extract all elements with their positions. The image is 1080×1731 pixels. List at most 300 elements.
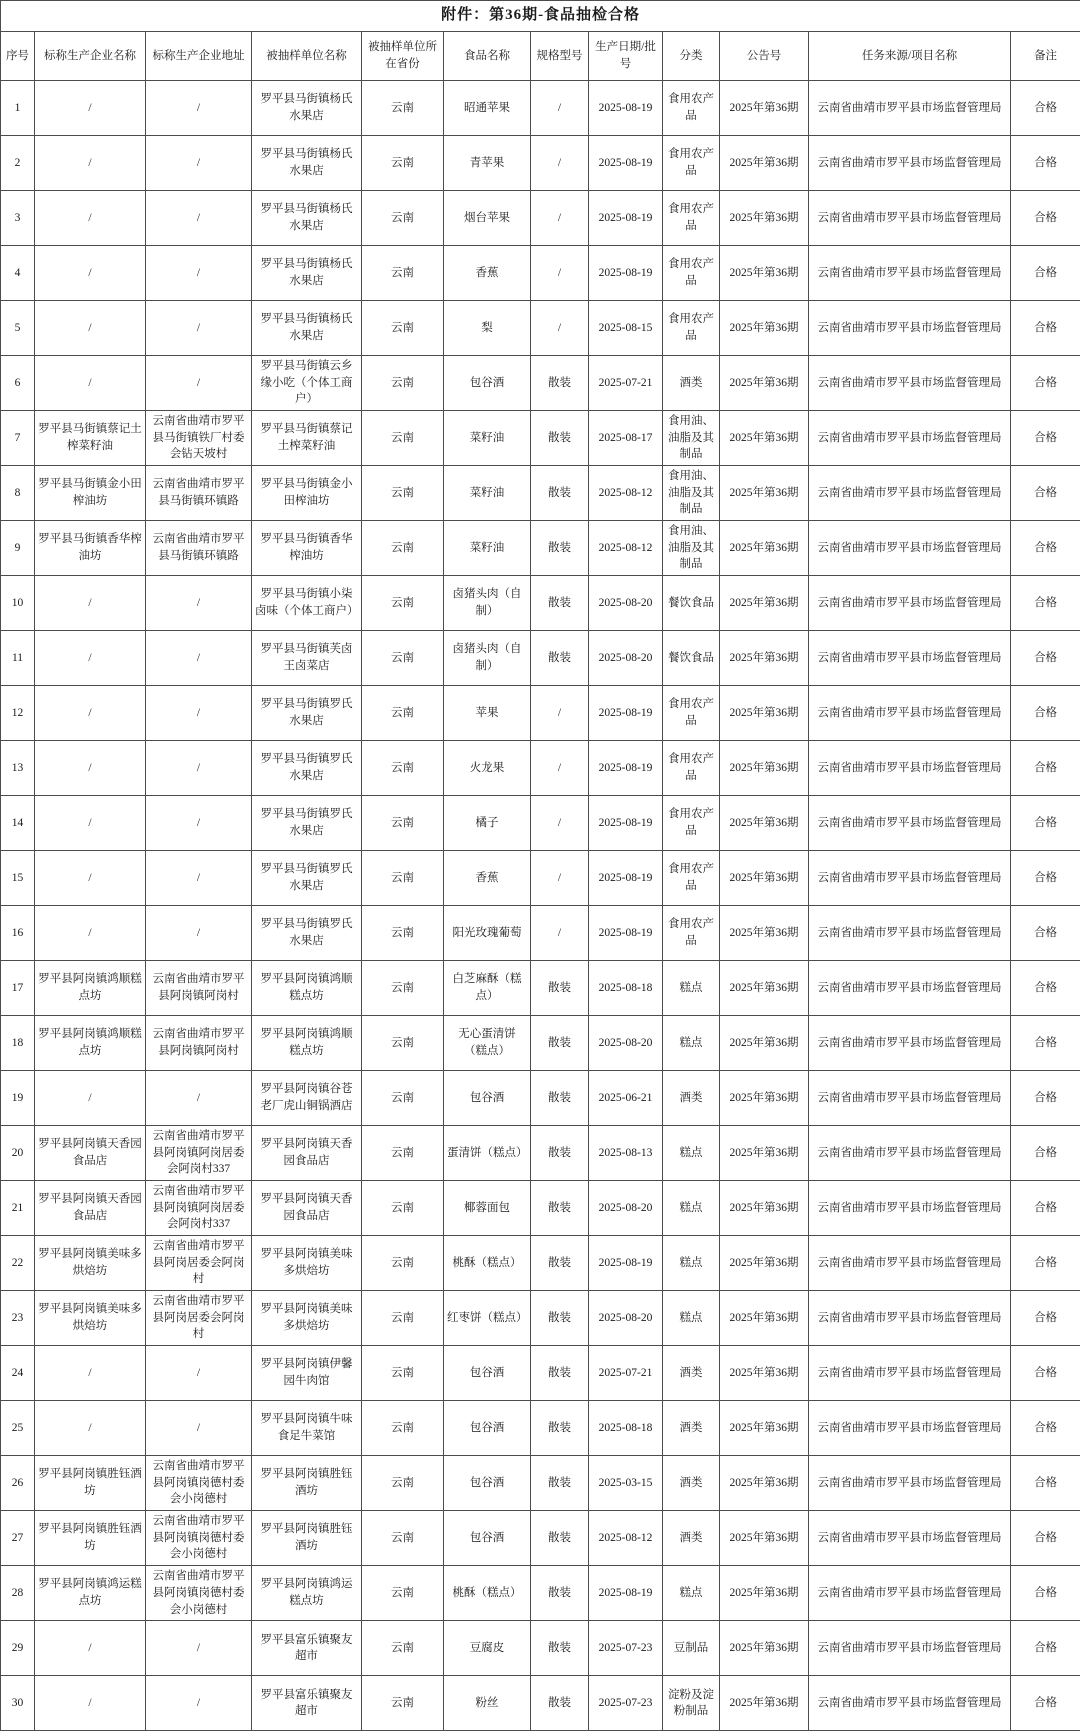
- cell-food-name: 昭通苹果: [444, 81, 531, 136]
- table-row: [1, 1566, 1080, 1621]
- cell-food-name: 桃酥（糕点）: [444, 1566, 531, 1621]
- table-row: [1, 686, 1080, 741]
- cell-category: 糕点: [663, 1291, 720, 1346]
- cell-seq: 10: [1, 576, 35, 631]
- cell-notice-number: 2025年第36期: [720, 1566, 809, 1621]
- cell-category: 食用农产品: [663, 741, 720, 796]
- table-row: [1, 796, 1080, 851]
- cell-food-name: 包谷酒: [444, 356, 531, 411]
- cell-category: 餐饮食品: [663, 631, 720, 686]
- table-row: [1, 246, 1080, 301]
- cell-producer-name: 罗平县马街镇蔡记土榨菜籽油: [35, 411, 146, 466]
- cell-category: 酒类: [663, 356, 720, 411]
- cell-seq: 15: [1, 851, 35, 906]
- cell-task-source: 云南省曲靖市罗平县市场监督管理局: [809, 1511, 1011, 1566]
- cell-task-source: 云南省曲靖市罗平县市场监督管理局: [809, 631, 1011, 686]
- cell-category: 糕点: [663, 1126, 720, 1181]
- cell-sampled-unit: 罗平县马街镇罗氏水果店: [252, 686, 362, 741]
- cell-sampled-unit: 罗平县阿岗镇谷苍老厂虎山铜锅酒店: [252, 1071, 362, 1126]
- cell-seq: 23: [1, 1291, 35, 1346]
- cell-spec: 散装: [531, 576, 589, 631]
- cell-seq: 7: [1, 411, 35, 466]
- cell-province: 云南: [362, 1621, 444, 1676]
- cell-spec: /: [531, 81, 589, 136]
- cell-spec: 散装: [531, 1676, 589, 1731]
- cell-spec: 散装: [531, 1621, 589, 1676]
- cell-sampled-unit: 罗平县富乐镇聚友超市: [252, 1676, 362, 1731]
- cell-remark: 合格: [1011, 1181, 1080, 1236]
- column-header-producer-address: 标称生产企业地址: [146, 32, 252, 81]
- cell-task-source: 云南省曲靖市罗平县市场监督管理局: [809, 851, 1011, 906]
- cell-category: 食用农产品: [663, 246, 720, 301]
- cell-remark: 合格: [1011, 1621, 1080, 1676]
- table-row: [1, 191, 1080, 246]
- cell-seq: 20: [1, 1126, 35, 1181]
- column-header-task-source: 任务来源/项目名称: [809, 32, 1011, 81]
- cell-producer-address: 云南省曲靖市罗平县阿岗居委会阿岗村: [146, 1236, 252, 1291]
- table-row: [1, 1456, 1080, 1511]
- cell-sampled-unit: 罗平县马街镇云乡缘小吃（个体工商户）: [252, 356, 362, 411]
- cell-notice-number: 2025年第36期: [720, 1236, 809, 1291]
- cell-task-source: 云南省曲靖市罗平县市场监督管理局: [809, 1181, 1011, 1236]
- table-row: [1, 1511, 1080, 1566]
- cell-task-source: 云南省曲靖市罗平县市场监督管理局: [809, 411, 1011, 466]
- cell-food-name: 火龙果: [444, 741, 531, 796]
- cell-spec: 散装: [531, 1236, 589, 1291]
- table-body: [1, 81, 1080, 1731]
- cell-sampled-unit: 罗平县阿岗镇鸿顺糕点坊: [252, 961, 362, 1016]
- cell-task-source: 云南省曲靖市罗平县市场监督管理局: [809, 906, 1011, 961]
- cell-producer-address: /: [146, 741, 252, 796]
- cell-sampled-unit: 罗平县马街镇香华榨油坊: [252, 521, 362, 576]
- cell-producer-address: /: [146, 1346, 252, 1401]
- cell-sampled-unit: 罗平县阿岗镇胜钰酒坊: [252, 1511, 362, 1566]
- cell-task-source: 云南省曲靖市罗平县市场监督管理局: [809, 521, 1011, 576]
- cell-remark: 合格: [1011, 851, 1080, 906]
- cell-remark: 合格: [1011, 576, 1080, 631]
- cell-food-name: 香蕉: [444, 246, 531, 301]
- cell-remark: 合格: [1011, 246, 1080, 301]
- cell-seq: 21: [1, 1181, 35, 1236]
- cell-food-name: 阳光玫瑰葡萄: [444, 906, 531, 961]
- cell-food-name: 无心蛋清饼（糕点）: [444, 1016, 531, 1071]
- cell-task-source: 云南省曲靖市罗平县市场监督管理局: [809, 136, 1011, 191]
- cell-food-name: 包谷酒: [444, 1511, 531, 1566]
- cell-producer-name: 罗平县阿岗镇胜钰酒坊: [35, 1511, 146, 1566]
- cell-province: 云南: [362, 686, 444, 741]
- cell-food-name: 包谷酒: [444, 1346, 531, 1401]
- cell-producer-address: 云南省曲靖市罗平县阿岗居委会阿岗村: [146, 1291, 252, 1346]
- cell-seq: 19: [1, 1071, 35, 1126]
- table-row: [1, 576, 1080, 631]
- cell-spec: 散装: [531, 1071, 589, 1126]
- cell-producer-name: /: [35, 81, 146, 136]
- cell-producer-name: 罗平县阿岗镇胜钰酒坊: [35, 1456, 146, 1511]
- cell-remark: 合格: [1011, 1566, 1080, 1621]
- cell-production-date: 2025-08-20: [589, 1016, 663, 1071]
- table-row: [1, 81, 1080, 136]
- cell-food-name: 红枣饼（糕点）: [444, 1291, 531, 1346]
- cell-producer-name: /: [35, 1621, 146, 1676]
- cell-production-date: 2025-08-19: [589, 741, 663, 796]
- table-row: [1, 1236, 1080, 1291]
- cell-province: 云南: [362, 301, 444, 356]
- cell-task-source: 云南省曲靖市罗平县市场监督管理局: [809, 961, 1011, 1016]
- cell-producer-address: /: [146, 906, 252, 961]
- cell-task-source: 云南省曲靖市罗平县市场监督管理局: [809, 1346, 1011, 1401]
- cell-task-source: 云南省曲靖市罗平县市场监督管理局: [809, 1566, 1011, 1621]
- cell-category: 糕点: [663, 1236, 720, 1291]
- cell-production-date: 2025-08-12: [589, 1511, 663, 1566]
- cell-category: 淀粉及淀粉制品: [663, 1676, 720, 1731]
- cell-notice-number: 2025年第36期: [720, 1676, 809, 1731]
- cell-category: 食用油、油脂及其制品: [663, 521, 720, 576]
- column-header-notice-number: 公告号: [720, 32, 809, 81]
- cell-production-date: 2025-08-20: [589, 1181, 663, 1236]
- cell-production-date: 2025-08-19: [589, 796, 663, 851]
- cell-production-date: 2025-08-12: [589, 521, 663, 576]
- cell-food-name: 豆腐皮: [444, 1621, 531, 1676]
- cell-spec: 散装: [531, 1346, 589, 1401]
- cell-task-source: 云南省曲靖市罗平县市场监督管理局: [809, 356, 1011, 411]
- cell-producer-address: /: [146, 1071, 252, 1126]
- cell-remark: 合格: [1011, 1401, 1080, 1456]
- cell-category: 酒类: [663, 1401, 720, 1456]
- cell-task-source: 云南省曲靖市罗平县市场监督管理局: [809, 246, 1011, 301]
- cell-province: 云南: [362, 576, 444, 631]
- cell-sampled-unit: 罗平县马街镇小柒卤味（个体工商户）: [252, 576, 362, 631]
- cell-notice-number: 2025年第36期: [720, 1291, 809, 1346]
- cell-production-date: 2025-08-20: [589, 1291, 663, 1346]
- cell-food-name: 菜籽油: [444, 521, 531, 576]
- cell-producer-address: /: [146, 301, 252, 356]
- cell-remark: 合格: [1011, 1236, 1080, 1291]
- cell-province: 云南: [362, 246, 444, 301]
- cell-food-name: 桃酥（糕点）: [444, 1236, 531, 1291]
- cell-task-source: 云南省曲靖市罗平县市场监督管理局: [809, 81, 1011, 136]
- cell-producer-address: /: [146, 1401, 252, 1456]
- cell-category: 食用农产品: [663, 136, 720, 191]
- cell-task-source: 云南省曲靖市罗平县市场监督管理局: [809, 1016, 1011, 1071]
- column-header-spec: 规格型号: [531, 32, 589, 81]
- cell-spec: /: [531, 796, 589, 851]
- cell-category: 餐饮食品: [663, 576, 720, 631]
- cell-producer-name: /: [35, 1676, 146, 1731]
- cell-spec: /: [531, 246, 589, 301]
- cell-production-date: 2025-07-23: [589, 1621, 663, 1676]
- cell-notice-number: 2025年第36期: [720, 411, 809, 466]
- cell-category: 食用农产品: [663, 906, 720, 961]
- cell-spec: /: [531, 686, 589, 741]
- cell-task-source: 云南省曲靖市罗平县市场监督管理局: [809, 1071, 1011, 1126]
- cell-producer-name: 罗平县阿岗镇鸿顺糕点坊: [35, 961, 146, 1016]
- cell-province: 云南: [362, 1566, 444, 1621]
- cell-notice-number: 2025年第36期: [720, 1621, 809, 1676]
- cell-production-date: 2025-08-19: [589, 1236, 663, 1291]
- cell-production-date: 2025-08-19: [589, 136, 663, 191]
- cell-task-source: 云南省曲靖市罗平县市场监督管理局: [809, 191, 1011, 246]
- cell-category: 酒类: [663, 1071, 720, 1126]
- cell-province: 云南: [362, 136, 444, 191]
- cell-producer-name: /: [35, 631, 146, 686]
- column-header-category: 分类: [663, 32, 720, 81]
- table-row: [1, 356, 1080, 411]
- cell-spec: /: [531, 301, 589, 356]
- cell-remark: 合格: [1011, 301, 1080, 356]
- cell-production-date: 2025-08-12: [589, 466, 663, 521]
- cell-production-date: 2025-08-13: [589, 1126, 663, 1181]
- cell-spec: 散装: [531, 1291, 589, 1346]
- cell-task-source: 云南省曲靖市罗平县市场监督管理局: [809, 301, 1011, 356]
- cell-province: 云南: [362, 1511, 444, 1566]
- cell-sampled-unit: 罗平县马街镇杨氏水果店: [252, 81, 362, 136]
- cell-remark: 合格: [1011, 191, 1080, 246]
- cell-category: 食用油、油脂及其制品: [663, 466, 720, 521]
- table-row: [1, 1291, 1080, 1346]
- table-row: [1, 1676, 1080, 1731]
- cell-spec: 散装: [531, 1016, 589, 1071]
- cell-notice-number: 2025年第36期: [720, 521, 809, 576]
- cell-production-date: 2025-08-19: [589, 191, 663, 246]
- cell-task-source: 云南省曲靖市罗平县市场监督管理局: [809, 1621, 1011, 1676]
- cell-food-name: 粉丝: [444, 1676, 531, 1731]
- cell-seq: 1: [1, 81, 35, 136]
- cell-producer-name: 罗平县阿岗镇美味多烘焙坊: [35, 1291, 146, 1346]
- cell-task-source: 云南省曲靖市罗平县市场监督管理局: [809, 1126, 1011, 1181]
- cell-production-date: 2025-08-20: [589, 576, 663, 631]
- cell-remark: 合格: [1011, 521, 1080, 576]
- cell-province: 云南: [362, 631, 444, 686]
- cell-province: 云南: [362, 1016, 444, 1071]
- cell-notice-number: 2025年第36期: [720, 1181, 809, 1236]
- table-row: [1, 1401, 1080, 1456]
- cell-seq: 17: [1, 961, 35, 1016]
- cell-province: 云南: [362, 1676, 444, 1731]
- cell-remark: 合格: [1011, 631, 1080, 686]
- cell-spec: 散装: [531, 961, 589, 1016]
- cell-province: 云南: [362, 1401, 444, 1456]
- cell-producer-address: 云南省曲靖市罗平县阿岗镇阿岗村: [146, 1016, 252, 1071]
- column-header-food-name: 食品名称: [444, 32, 531, 81]
- cell-remark: 合格: [1011, 961, 1080, 1016]
- cell-spec: 散装: [531, 411, 589, 466]
- cell-notice-number: 2025年第36期: [720, 576, 809, 631]
- cell-producer-address: /: [146, 851, 252, 906]
- cell-producer-name: 罗平县马街镇金小田榨油坊: [35, 466, 146, 521]
- cell-province: 云南: [362, 961, 444, 1016]
- cell-spec: 散装: [531, 466, 589, 521]
- cell-seq: 2: [1, 136, 35, 191]
- cell-remark: 合格: [1011, 136, 1080, 191]
- cell-notice-number: 2025年第36期: [720, 796, 809, 851]
- cell-producer-name: /: [35, 191, 146, 246]
- cell-remark: 合格: [1011, 1016, 1080, 1071]
- cell-producer-address: /: [146, 631, 252, 686]
- cell-producer-address: 云南省曲靖市罗平县阿岗镇阿岗村: [146, 961, 252, 1016]
- cell-notice-number: 2025年第36期: [720, 906, 809, 961]
- cell-category: 食用农产品: [663, 81, 720, 136]
- cell-seq: 6: [1, 356, 35, 411]
- cell-seq: 26: [1, 1456, 35, 1511]
- cell-producer-address: /: [146, 1676, 252, 1731]
- cell-sampled-unit: 罗平县马街镇罗氏水果店: [252, 796, 362, 851]
- column-header-producer-name: 标称生产企业名称: [35, 32, 146, 81]
- cell-notice-number: 2025年第36期: [720, 631, 809, 686]
- cell-notice-number: 2025年第36期: [720, 851, 809, 906]
- cell-food-name: 卤猪头肉（自制）: [444, 576, 531, 631]
- cell-producer-name: 罗平县阿岗镇天香园食品店: [35, 1181, 146, 1236]
- cell-production-date: 2025-08-20: [589, 631, 663, 686]
- cell-seq: 8: [1, 466, 35, 521]
- header-row: [1, 32, 1080, 81]
- cell-spec: 散装: [531, 1456, 589, 1511]
- cell-category: 糕点: [663, 1016, 720, 1071]
- cell-task-source: 云南省曲靖市罗平县市场监督管理局: [809, 466, 1011, 521]
- cell-seq: 29: [1, 1621, 35, 1676]
- cell-notice-number: 2025年第36期: [720, 301, 809, 356]
- cell-spec: 散装: [531, 631, 589, 686]
- table-row: [1, 906, 1080, 961]
- cell-producer-address: 云南省曲靖市罗平县马街镇环镇路: [146, 521, 252, 576]
- column-header-seq: 序号: [1, 32, 35, 81]
- cell-sampled-unit: 罗平县马街镇罗氏水果店: [252, 906, 362, 961]
- cell-province: 云南: [362, 411, 444, 466]
- cell-producer-name: 罗平县阿岗镇鸿顺糕点坊: [35, 1016, 146, 1071]
- cell-category: 糕点: [663, 1566, 720, 1621]
- cell-food-name: 包谷酒: [444, 1401, 531, 1456]
- cell-producer-address: /: [146, 81, 252, 136]
- table-row: [1, 411, 1080, 466]
- cell-producer-name: /: [35, 1346, 146, 1401]
- cell-production-date: 2025-08-15: [589, 301, 663, 356]
- cell-producer-name: /: [35, 1401, 146, 1456]
- cell-food-name: 卤猪头肉（自制）: [444, 631, 531, 686]
- cell-remark: 合格: [1011, 411, 1080, 466]
- column-header-province: 被抽样单位所在省份: [362, 32, 444, 81]
- cell-province: 云南: [362, 1071, 444, 1126]
- cell-task-source: 云南省曲靖市罗平县市场监督管理局: [809, 1456, 1011, 1511]
- cell-producer-address: /: [146, 246, 252, 301]
- table-row: [1, 741, 1080, 796]
- cell-spec: /: [531, 741, 589, 796]
- cell-remark: 合格: [1011, 906, 1080, 961]
- cell-seq: 22: [1, 1236, 35, 1291]
- cell-producer-name: /: [35, 741, 146, 796]
- cell-spec: 散装: [531, 1566, 589, 1621]
- cell-notice-number: 2025年第36期: [720, 1126, 809, 1181]
- cell-task-source: 云南省曲靖市罗平县市场监督管理局: [809, 1676, 1011, 1731]
- cell-producer-name: /: [35, 851, 146, 906]
- cell-seq: 30: [1, 1676, 35, 1731]
- table-row: [1, 521, 1080, 576]
- cell-task-source: 云南省曲靖市罗平县市场监督管理局: [809, 1291, 1011, 1346]
- cell-seq: 28: [1, 1566, 35, 1621]
- cell-spec: /: [531, 136, 589, 191]
- cell-seq: 16: [1, 906, 35, 961]
- cell-notice-number: 2025年第36期: [720, 1016, 809, 1071]
- cell-food-name: 菜籽油: [444, 411, 531, 466]
- cell-sampled-unit: 罗平县富乐镇聚友超市: [252, 1621, 362, 1676]
- cell-category: 酒类: [663, 1511, 720, 1566]
- cell-province: 云南: [362, 81, 444, 136]
- cell-province: 云南: [362, 851, 444, 906]
- cell-remark: 合格: [1011, 1346, 1080, 1401]
- cell-seq: 27: [1, 1511, 35, 1566]
- cell-remark: 合格: [1011, 1071, 1080, 1126]
- cell-sampled-unit: 罗平县马街镇杨氏水果店: [252, 246, 362, 301]
- cell-spec: 散装: [531, 1181, 589, 1236]
- cell-remark: 合格: [1011, 356, 1080, 411]
- cell-notice-number: 2025年第36期: [720, 1511, 809, 1566]
- cell-sampled-unit: 罗平县马街镇金小田榨油坊: [252, 466, 362, 521]
- table-row: [1, 301, 1080, 356]
- cell-remark: 合格: [1011, 1126, 1080, 1181]
- table-row: [1, 1126, 1080, 1181]
- cell-remark: 合格: [1011, 1291, 1080, 1346]
- cell-spec: 散装: [531, 1511, 589, 1566]
- cell-sampled-unit: 罗平县马街镇芙卤王卤菜店: [252, 631, 362, 686]
- cell-production-date: 2025-08-19: [589, 1566, 663, 1621]
- cell-food-name: 苹果: [444, 686, 531, 741]
- cell-sampled-unit: 罗平县阿岗镇鸿顺糕点坊: [252, 1016, 362, 1071]
- cell-category: 糕点: [663, 1181, 720, 1236]
- cell-sampled-unit: 罗平县阿岗镇伊馨园牛肉馆: [252, 1346, 362, 1401]
- cell-task-source: 云南省曲靖市罗平县市场监督管理局: [809, 796, 1011, 851]
- cell-production-date: 2025-08-19: [589, 246, 663, 301]
- cell-province: 云南: [362, 741, 444, 796]
- cell-notice-number: 2025年第36期: [720, 136, 809, 191]
- table-row: [1, 1621, 1080, 1676]
- cell-notice-number: 2025年第36期: [720, 1401, 809, 1456]
- cell-province: 云南: [362, 191, 444, 246]
- cell-producer-address: 云南省曲靖市罗平县阿岗镇阿岗居委会阿岗村337: [146, 1126, 252, 1181]
- cell-food-name: 菜籽油: [444, 466, 531, 521]
- cell-notice-number: 2025年第36期: [720, 356, 809, 411]
- cell-sampled-unit: 罗平县阿岗镇天香园食品店: [252, 1126, 362, 1181]
- cell-sampled-unit: 罗平县马街镇杨氏水果店: [252, 191, 362, 246]
- cell-remark: 合格: [1011, 686, 1080, 741]
- cell-category: 食用农产品: [663, 851, 720, 906]
- cell-spec: /: [531, 851, 589, 906]
- cell-food-name: 蛋清饼（糕点）: [444, 1126, 531, 1181]
- cell-province: 云南: [362, 1456, 444, 1511]
- table-row: [1, 1016, 1080, 1071]
- cell-producer-address: 云南省曲靖市罗平县马街镇环镇路: [146, 466, 252, 521]
- table-row: [1, 1346, 1080, 1401]
- cell-category: 食用油、油脂及其制品: [663, 411, 720, 466]
- cell-production-date: 2025-08-19: [589, 81, 663, 136]
- cell-notice-number: 2025年第36期: [720, 1456, 809, 1511]
- cell-food-name: 橘子: [444, 796, 531, 851]
- cell-food-name: 包谷酒: [444, 1456, 531, 1511]
- cell-producer-name: 罗平县阿岗镇鸿运糕点坊: [35, 1566, 146, 1621]
- cell-seq: 13: [1, 741, 35, 796]
- cell-producer-address: 云南省曲靖市罗平县马街镇铁厂村委会钻天坡村: [146, 411, 252, 466]
- cell-spec: 散装: [531, 1126, 589, 1181]
- table-row: [1, 1181, 1080, 1236]
- cell-producer-name: 罗平县马街镇香华榨油坊: [35, 521, 146, 576]
- cell-province: 云南: [362, 1291, 444, 1346]
- cell-producer-address: 云南省曲靖市罗平县阿岗镇阿岗居委会阿岗村337: [146, 1181, 252, 1236]
- cell-remark: 合格: [1011, 81, 1080, 136]
- table-row: [1, 851, 1080, 906]
- cell-sampled-unit: 罗平县马街镇杨氏水果店: [252, 301, 362, 356]
- cell-producer-address: /: [146, 191, 252, 246]
- cell-category: 食用农产品: [663, 191, 720, 246]
- cell-province: 云南: [362, 906, 444, 961]
- cell-production-date: 2025-07-21: [589, 356, 663, 411]
- cell-producer-address: 云南省曲靖市罗平县阿岗镇岗德村委会小岗德村: [146, 1566, 252, 1621]
